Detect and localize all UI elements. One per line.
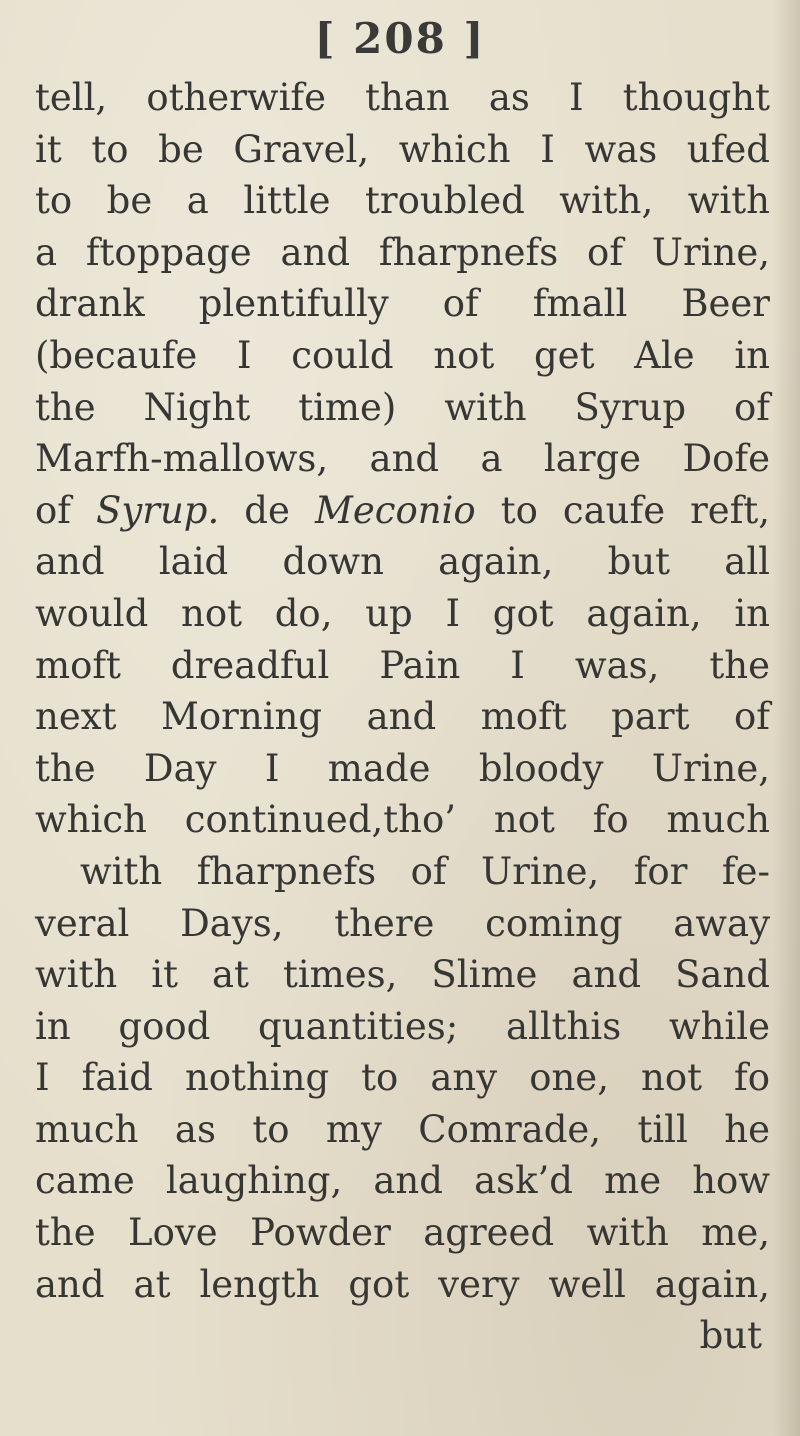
text-line: with fharpnefs of Urine, for fe- xyxy=(80,849,770,893)
text-line: which continued,tho’ not fo much xyxy=(35,798,770,842)
text-word: of xyxy=(35,488,71,532)
page-edge-shadow xyxy=(772,0,800,1436)
text-line: and at length got very well again, xyxy=(35,1262,770,1306)
text-line: veral Days, there coming away xyxy=(35,901,770,945)
body-text xyxy=(0,72,770,1362)
text-line: in good quantities; allthis while xyxy=(35,1004,770,1048)
text-line: (becaufe I could not get Ale in xyxy=(35,333,770,377)
text-word: de xyxy=(244,488,290,532)
catchword: but xyxy=(699,1314,762,1358)
text-line: with it at times, Slime and Sand xyxy=(35,953,770,997)
text-line: tell, otherwife than as I thought xyxy=(35,76,770,119)
text-line: it to be Gravel, which I was ufed xyxy=(35,127,770,171)
italic-word: Syrup. xyxy=(96,488,220,532)
text-line: a ftoppage and fharpnefs of Urine, xyxy=(35,230,770,274)
text-line: came laughing, and ask’d me how xyxy=(35,1159,770,1203)
text-line: the Night time) with Syrup of xyxy=(35,385,770,429)
text-line: I faid nothing to any one, not fo xyxy=(35,1056,770,1100)
text-line: Marfh-mallows, and a large Dofe xyxy=(35,437,770,481)
text-line: drank plentifully of fmall Beer xyxy=(35,282,770,326)
text-line: would not do, up I got again, in xyxy=(35,591,770,635)
page-number: [ 208 ] xyxy=(314,14,486,63)
italic-word: Meconio xyxy=(314,488,476,532)
text-word: to caufe reft, xyxy=(500,488,771,532)
text-line: the Day I made bloody Urine, xyxy=(35,746,770,790)
text-line: next Morning and moft part of xyxy=(35,695,770,739)
text-line: moft dreadful Pain I was, the xyxy=(35,643,770,687)
text-line-mixed xyxy=(0,485,770,537)
text-line: the Love Powder agreed with me, xyxy=(35,1211,770,1255)
text-line: and laid down again, but all xyxy=(35,540,770,584)
text-line: much as to my Comrade, till he xyxy=(35,1107,770,1151)
text-line: to be a little troubled with, with xyxy=(35,179,770,223)
